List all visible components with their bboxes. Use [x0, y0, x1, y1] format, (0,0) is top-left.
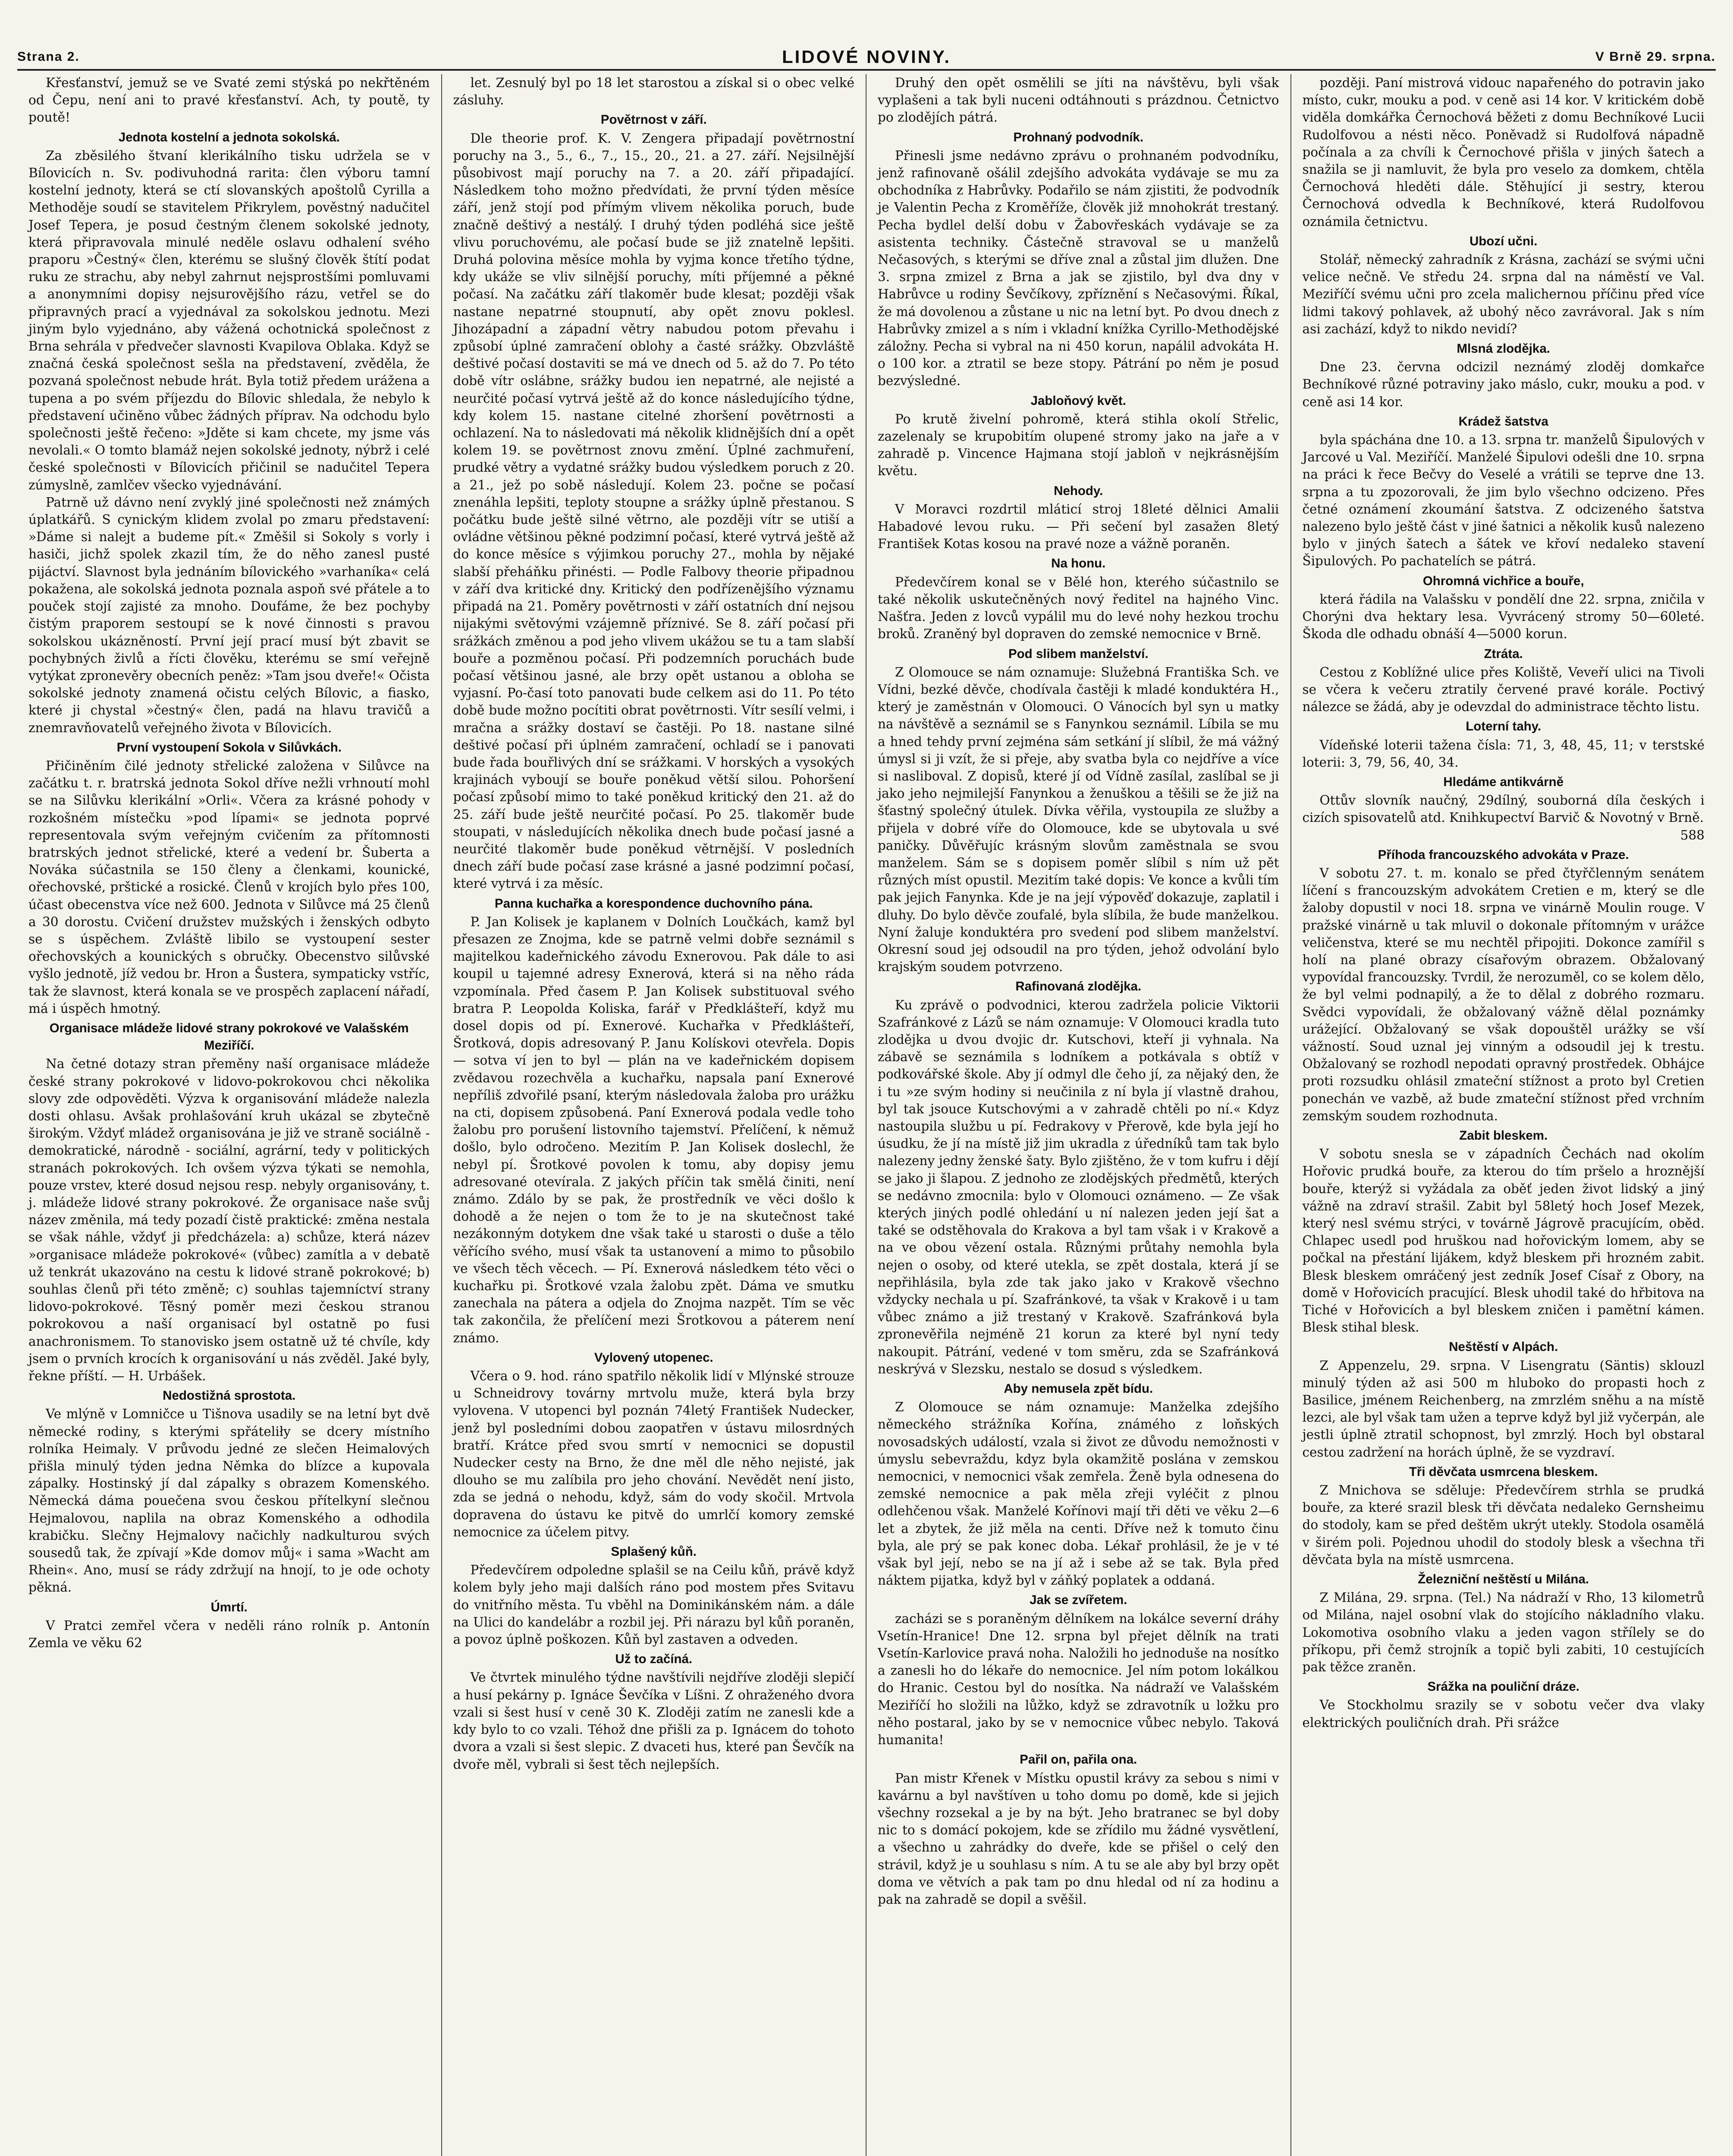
- article-paragraph: Na četné dotazy stran přeměny naší organisace mládeže české strany pokrokové v lidovo-pokrokovou chci několika slovy zde odpověděti. Výzva k organisování mládeže nalezla dosti ohlasu. Avšak prohlašování kruh ukázal se zbytečně širokým. Vždyť mládež organisována je již ve straně sociálně - demokratické, národně - sociální, agrární, tedy v politických stranách pokrokových. Ich ovšem výzva týkati se nemohla, pouze vrstev, které dosud nejsou resp. nebyly organisovány, t. j. mládeže lidové strany pokrokové. Že organisace naše svůj název změnila, má tedy pozadí čistě praktické: změna nestala se však náhle, vždyť ji předcházela: a) schůze, která název »organisace mládeže pokrokové« (vůbec) zamítla a v debatě už tenkrát ukazováno na cestu k lidové straně pokrokové; b) souhlas členů při této změně; c) souhlas tajemníctví strany lidovo-pokrokové. Těsný poměr mezi českou stranou pokrokovou a naší organisací byl ostatně po fusi anachronismem. To stanovisko jsem ostatně už té chvíle, kdy jsem o prvních krocích k organisování u nás zvěděl. Jaké byly, řekne příští. — H. Urbášek.: [28, 1056, 430, 1384]
- article-paragraph: Ve mlýně v Lomničce u Tišnova usadily se na letní byt dvě německé rodiny, s kterými spřáteliły se dcery místního rolníka Heimaly. V průvodu jedné ze slečen Heimalových přišla minulý týden jedna Němka do blízce a kupovala zápalky. Hostinský jí dal zápalky s obrazem Komenského. Německá dáma pouečena svou českou přítelkyní slečnou Hejmalovou, naplila na obraz Komenského a odhodila krabičku. Slečny Hejmalovy načichly nadkulturou svých sousedů tak, že zpívají »Kde domov můj« i sama »Wacht am Rhein«. Ano, musí se rády zdržují na hnojí, to je ode ochoty pěkná.: [28, 1407, 430, 1595]
- article-headline: Železniční neštěstí u Milána.: [1418, 1572, 1589, 1587]
- article-headline: Na honu.: [1051, 556, 1106, 571]
- article-paragraph: V Pratci zemřel včera v neděli ráno rolník p. Antonín Zemla ve věku 62: [28, 1618, 430, 1651]
- article-paragraph: Po krutě živelní pohromě, která stihla okolí Střelic, zazelenaly se krupobitím olupené stromy jako na jaře a v zahradě p. Vincence Hajmana stojí jabloň v nejkrásnějším květu.: [878, 411, 1279, 479]
- article-headline: Srážka na pouliční dráze.: [1427, 1680, 1579, 1694]
- article-headline: Už to začíná.: [615, 1652, 693, 1667]
- article-headline: Nehody.: [1054, 483, 1103, 498]
- article-headline: Neštěstí v Alpách.: [1449, 1340, 1558, 1354]
- article-headline: Povětrnost v září.: [600, 113, 707, 127]
- article-paragraph: Křesťanství, jemuž se ve Svaté zemi stýská po nekřtěném od Čepu, není ani to pravé křesťanství. Ach, ty poutě, ty poutě!: [28, 75, 430, 125]
- article-paragraph: Druhý den opět osmělili se jíti na návštěvu, byli však vyplašeni a tak byli nuceni odtáhnouti s prázdnou. Četnictvo po zlodějích pátrá.: [878, 75, 1279, 125]
- article-paragraph: V sobotu snesla se v západních Čechách nad okolím Hořovic prudká bouře, za kterou do tím pršelo a hroznější bouře, kterýž si vyžádala za oběť jeden život lidský a jiný vážně na zdraví strašil. Zabit byl 58letý hoch Josef Mezek, který nesl svému strýci, v továrně Jágrově pracujícím, oběd. Chlapec usedl pod hruškou nad hořovickým lomem, aby se počkal na přestání lijákem, když bleskem při hrozném zabit. Blesk bleskem omráčený jest zedník Josef Císař z Obory, na domě v Hořovicích pracující. Blesk uhodil také do hřbitova na Tiché v Hořovicích a byl bleskem zničen i pamětní kámen. Blesk stihal blesk.: [1302, 1147, 1705, 1335]
- article-paragraph: Patrně už dávno není zvyklý jiné společnosti než známých úplatkářů. S cynickým klidem zvolal po zmaru představení: »Dáme si nalejt a budeme pít.« Změšil si Sokoly s vorly i hasiči, jichž spolek zkazil tím, že do něho zanesl pusté pijáctví. Slavnost byla jednáním bílovického »varhaníka« celá pokažena, ale sokolská jednota poznala aspoň své přátele a to pouček stojí zajisté za mnoho. Doufáme, že bez pochyby čistým praporem sestoupí se k nové činnosti s pravou sokolskou ukázněností. První její prací musí být zbavit se pochybných živlů a řícti člověku, kterému se smí veřejně vytýkat zpronevěry obecních peněz: »Tam jsou dveře!« Očista sokolské jednoty znamená očistu celých Bílovic, a fiasko, které ji chystal »čestný« člen, padá na hlavu travičů a znemravňovatelů veřejného života v Bílovicích.: [28, 495, 430, 735]
- article-paragraph: Přinesli jsme nedávno zprávu o prohnaném podvodníku, jenž rafinovaně ošálil zdejšího advokáta vydávaje se mu za obchodníka z Habrůvky. Podařilo se nám zjistiti, že podvodník je Valentin Pecha z Kroměříže, člověk již mnohokrát trestaný. Pecha bydlel delší dobu v Žabovřeskách vydávaje se za asistenta techniky. Částečně stravoval se u manželů Nečasových, s kterými se dříve znal a zůstal jim dlužen. Dne 3. srpna zmizel z Brna a jak se zjistilo, byl dva dny v Habrůvce u rodiny Ševčíkovy, zpříznění s Nečasovými. Říkal, že má dovolenou a zůstane u nic na letní byt. Po dvou dnech z Habrůvky zmizel a s ním i vkladní knížka Cyrillo-Methodějské záložny. Pecha si vybral na ni 450 korun, napálil advokáta H. o 100 kor. a ztratil se beze stopy. Pátrání po něm je posud bezvýsledné.: [878, 148, 1279, 389]
- article-paragraph: Ve Stockholmu srazily se v sobotu večer dva vlaky elektrických pouličních drah. Při srážce: [1302, 1698, 1705, 1730]
- column-2: [442, 74, 867, 2156]
- article-paragraph: zacházi se s poraněným dělníkem na lokálce severní dráhy Vsetín-Hranice! Dne 12. srpna byl přejet dělník na trati Vsetín-Karlovice pravá noha. Naložili ho jednoduše na nosítko a zanesli ho do lékaře do nemocnice. Jel ním potom lokálkou do Hranic. Cestou byl do nosítka. Na nádraží ve Valašském Meziříčí ho složili na lůžko, když se zdravotník u ložku pro něho postaral, jako by se v nemocnice vůbec nebylo. Taková humanita!: [878, 1611, 1279, 1748]
- article-columns: [17, 74, 1716, 2156]
- article-paragraph: Za zběsilého štvaní klerikálního tisku udržela se v Bílovicích n. Sv. podivuhodná rarita: člen výboru tamní kostelní jednoty, která se ctí slovanských apoštolů Cyrilla a Methoděje soudí se stavitelem Přikrylem, pověstný nadučitel Josef Tepera, je posud čestným členem sokolské jednoty, která připravovala minulé neděle oslavu odhalení svého praporu »Čestný« člen, kterému se slušný člověk štítí podat ruku ze strachu, aby nebyl zahrnut nejsprostšími pomluvami a anonymními dopisy nejsurovějšího rázu, vetřel se do připravných prací a vyjednával za sokolskou jednotu. Mezi jiným bylo vyjednáno, aby vážená ochotnická společnost z Brna sehrála v předvečer slavnosti Kvapilova Oblaka. Když se značná česká společnost sešla na představení, zvěděla, že pozvaná společnost nebude hrát. Byla totiž předem urážena a tupena a po svém příjezdu do Bílovic shledala, že nebylo k představení učiněno vůbec žádných příprav. Na odchodu bylo společnosti ještě řečeno: »Jděte si kam chcete, my jsme vás nevolali.« O tomto blamáž nejen sokolské jednoty, nýbrž i celé české společnosti v Bílovicích přičinil se nadučitel Tepera zúmyslně, zamlčev všecko vyjednávání.: [28, 148, 430, 492]
- article-headline: Krádež šatstva: [1458, 414, 1548, 429]
- newspaper-title: LIDOVÉ NOVINY.: [782, 47, 951, 67]
- article-paragraph: Z Olomouce se nám oznamuje: Manželka zdejšího německého strážníka Kořína, známého z loňských novosadských událostí, vzala si život ze důvodu nemožnosti v úmyslu sebevraždu, kdyz byla okamžitě poslána v zemskou nemocnici, v nemocnici však zemřela. Ženě byla odnesena do zemské nemocnice a pak měla zřeji vyléčit z plnou odlehčenou však. Manželé Kořínovi mají tři děti ve věku 2—6 let a zbytek, že již měla na centi. Dříve než k tomuto činu byla, ale prý se pak konec doba. Lékař prohlásil, že je v té však byl její, nebo se na jí až i sebe až se tak. Byla před náktem pijatka, když byl v záňký poplatek a oddaná.: [878, 1400, 1279, 1588]
- article-paragraph: Včera o 9. hod. ráno spatřilo několik lidí v Mlýnské strouze u Schneidrovy továrny mrtvolu muže, která byla brzy vylovena. V utopenci byl poznán 74letý František Nudecker, jenž byl posledními dobou zaopatřen v ústavu milosrdných bratří. Krátce před svou smrtí v nemocnici se dopustil Nudecker cesty na Brno, že dne měl dle něho nejisté, jak dlouho se mu zalíbila pro jeho chování. Nevědět není jisto, zda se jedná o nehodu, když, sám do vody skočil. Mrtvola dopravena do ústavu ke pitvě do umrlčí komory zemské nemocnice za účelem pitvy.: [453, 1369, 854, 1539]
- article-paragraph: Z Olomouce se nám oznamuje: Služebná Františka Sch. ve Vídni, bezké děvče, chodívala častěji k mladé konduktéra H., který je zaměstnán v Olomouci. O Vánocích byl syn u matky na návštěvě a seznámil se s Fanynkou seznámil. Líbila se mu a hned tehdy první zejména sám setkání jí slíbil, že má vážný úmysl si ji vzít, že si přeje, aby svatba byla co nejdříve a více si nasliboval. Z dopisů, které jí od Vídně zasílal, zaslíbal se ji jako jeho nejmilejší Fanynkou a ženuškou a těšili se že již na šťastný společný útulek. Dívka věřila, vystoupila ze služby a přijela v dobré víře do Olomouce, kde se ubytovala u své paničky. Důvěřujíc krásným slovům zaměstnala se svou manželem. Sám se s dopisem poměr slíbil s ním už pět různých míst opustil. Mezitím také dopis: Ve konce a kvůli tím pak jejich Fanynka. Kde je na její výpověď dokazuje, zaplatil i dluhy. Do bylo děvče zoufalé, byla slíbila, že bude manželkou. Nyní žaluje konduktéra pro svedení pod slibem manželství. Okresní soud jej odsoudil na pro týden, jehož odvolání bylo krajským soudem potvrzeno.: [878, 664, 1279, 975]
- article-paragraph: let. Zesnulý byl po 18 let starostou a získal si o obec velké zásluhy.: [453, 75, 854, 108]
- article-headline: Prohnaný podvodník.: [1013, 130, 1144, 144]
- column-3: [866, 74, 1291, 2156]
- article-headline: Rafinovaná zlodějka.: [1015, 979, 1142, 994]
- column-1: [17, 74, 442, 2156]
- article-headline: Tři děvčata usmrcena bleskem.: [1409, 1464, 1598, 1479]
- article-headline: Pařil on, pařila ona.: [1020, 1752, 1137, 1767]
- article-paragraph: později. Paní mistrová vidouc napařeného do potravin jako místo, cukr, mouku a pod. v ceně asi 14 kor. V kritickém době viděla domkářka Černochová běžeti z domu Bechníkové Lucii Rudolfovou a nésti něco. Poněvadž si Rudolfová nápadně počínala a za chvíli k Černochové přišla v jiných šatech a snažila se ji namluvit, že byla pro veselo za domkem, chtěla Černochová hleděti dále. Stěhující ji sestry, kterou Černochová odvedla k Bechníkové, která Rudolfovou oznámila četnictvu.: [1302, 75, 1705, 229]
- article-headline: Loterní tahy.: [1466, 719, 1541, 734]
- article-paragraph: V Moravci rozdrtil mláticí stroj 18leté dělnici Amalii Habadové levou ruku. — Při sečení byl zasažen 8letý František Kotas kosou na pravé noze a vážně poraněn.: [878, 501, 1279, 552]
- article-paragraph: Předevčírem odpoledne splašil se na Ceilu kůň, právě když kolem byly jeho maji dalších ráno pod mostem přes Svitavu do vnitřního města. Tu vběhl na Dominikánském nám. a dále na Ulici do kandelábr a rozbil jej. Při nárazu byl kůň poraněn, a povoz úplně poškozen. Kůň byl zastaven a odveden.: [453, 1563, 854, 1647]
- article-paragraph: Pan mistr Křenek v Místku opustil krávy za sebou s nimi v kavárnu a byl navštíven u toho domu po domě, kde si jejich všechny rozsekal a je by na být. Jeho bratranec se byl doby nic to s domácí pokojem, kde se zřídilo mu žádné vysvětlení, a všechno u zahrádky do dveře, kde se přišel o celý den strávil, když je u souhlasu s ním. A tu se ale aby byl brzy opět doma ve větvích a pak tam po dnu hledal od ní za hodinu a pak na zahradě se dopil a svěšil.: [878, 1771, 1279, 1907]
- article-headline: Panna kuchařka a korespondence duchovního pána.: [494, 896, 813, 911]
- article-headline: Ohromná vichřice a bouře,: [1422, 573, 1584, 588]
- article-paragraph: Ottův slovník naučný, 29dílný, souborná díla českých i cizích spisovatelů atd. Knihkupectví Barvič & Novotný v Brně.: [1302, 793, 1705, 825]
- article-paragraph: Cestou z Koblížné ulice přes Koliště, Veveří ulici na Tivoli se včera k večeru ztratily červené pravé korále. Poctivý nálezce se žádá, aby je odevzdal do administrace těchto listu.: [1302, 664, 1705, 714]
- issue-date: V Brně 29. srpna.: [1595, 50, 1716, 64]
- article-headline: Úmrtí.: [210, 1600, 248, 1614]
- article-headline: Jabloňový květ.: [1030, 393, 1126, 408]
- article-headline: Aby nemusela zpět bídu.: [1004, 1382, 1153, 1396]
- article-headline: První vystoupení Sokola v Silůvkách.: [116, 740, 342, 755]
- article-headline: Vylovený utopenec.: [594, 1350, 713, 1365]
- article-paragraph: Předevčírem konal se v Bělé hon, kterého súčastnilo se také několik uskutečněných nový ředitel na hajného Vinc. Našťra. Jeden z lovců vypálil mu do levé nohy hezkou trochu broků. Zraněný byl dopraven do zemské nemocnice v Brně.: [878, 574, 1279, 642]
- article-headline: Jednota kostelní a jednota sokolská.: [118, 130, 340, 144]
- article-headline: Hledáme antikvárně: [1443, 774, 1564, 789]
- article-headline: Splašený kůň.: [611, 1545, 697, 1559]
- article-headline: Ztráta.: [1484, 646, 1523, 661]
- column-4: [1291, 74, 1716, 2156]
- article-paragraph: Dle theorie prof. K. V. Zengera připadají povětrnostní poruchy na 3., 5., 6., 7., 15., 20., 21. a 27. září. Nejsilnější působivost mají poruchy na 7. a 20. září připadající. Následkem toho možno předvídati, že první týden měsíce září, jenž stojí pod přímým vlivem několika poruch, bude značně deštivý a nestálý. I druhý týden podléhá sice ještě vlivu poruchovému, ale počasí bude se již znatelně lepšiti. Druhá polovina měsíce mohla by vyjma konce třetího týdne, kdy ukáže se vliv silnější poruchy, míti příjemné a pěkné počasí. Na začátku září tlakoměr bude klesat; později však nastane nepatrné stoupnutí, aby opět znovu poklesl. Jihozápadní a západní větry nabudou potom převahu i způsobí úplné zamračení oblohy a časté srážky. Obzvláště deštivé počasí dostaviti se má ve dnech od 5. až do 7. Po této době vítr oslábne, srážky budou ien nepatrné, ale nejisté a neurčité počasí vytrvá ještě až do konce následujícího týdne, kdy kolem 15. nastane citelné zhoršení povětrnosti a ochlazení. Na to následovati má několik klidnějších dní a opět kolem 19. se povětrnost znovu změní. Úplné zachmuření, prudké větry a vydatné srážky budou výsledkem poruch z 20. a 21., jež po sobě následují. Kolem 23. počne se počasí znenáhla lepšiti, teploty stoupne a srážky úplně přestanou. S počátku bude ještě silné větrno, ale později vítr se utiší a ovládne většinou pěkné podzimní počasí, které vytrvá ještě až do konce měsíce s výjimkou poruchy 27., mohla by nějaké slabší přeháňku přinésti. — Podle Falbovy theorie připadnou v září dva kritické dny. Kritický den podřízenějšího významu připadá na 21. Poměry povětrnosti v září ostatních dní nejsou nijakými světovými vzájemně příznivé. Se 8. září počasí při srážkách změnou a pod jeho vlivem ukážou se tu a tam slabší bouře a pozměnou počasí. Při podzemních poruchách bude počasí většinou jasné, ale brzy opět ustanou a obloha se vyjasní. Po-časí toto panovati bude celkem asi do 11. Po této době bude možno pocítiti obrat povětrnosti. Vítr sesílí velmi, i mračna a srážky dostaví se častěji. Po 18. nastane silné deštivé počasí při úplném zamračení, ochladí se i panovati bude řada bouřlivých dní se srážkami. V horských a vysokých krajinách vyboují se bouře poněkud větší silou. Pohoršení počasí způsobí mimo to také poněkud kritický den 21. až do 25. září bude ještě neurčité počasí. Po 25. tlakoměr bude stoupati, v následujících několika dnech bude počasí jasné a neurčité tlakoměr bude poněkud větrnější. V posledních dnech září bude počasí zase krásné a jasné podzimní počasí, které vytrvá i za měsíc.: [453, 131, 854, 891]
- article-paragraph: Ve čtvrtek minulého týdne navštívili nejdříve zloději slepičí a husí pekárny p. Ignáce Ševčíka v Líšni. Z ohraženého dvora vzali si šest husí v ceně 30 K. Zloději zatím ne zanesli kde a kdy bylo to co vzali. Téhož dne přišli za p. Ignácem do tohoto dvora a vzali si šest slepic. Z dvaceti hus, které pan Ševčík na dvoře měl, vybrali si šest těch nejlepších.: [453, 1670, 854, 1772]
- article-paragraph: Stolář, německý zahradník z Krásna, zachází se svými učni velice nečně. Ve středu 24. srpna dal na náměstí ve Val. Meziříčí svému učni pro zcela malichernou příčinu před více lidmi takový pohlavek, až ubohý něco zavrávoral. Jak s ním asi zachází, když to nikdo nevidí?: [1302, 252, 1705, 336]
- masthead-rule: [17, 69, 1716, 71]
- article-headline: Ubozí učni.: [1469, 234, 1538, 248]
- article-paragraph: Z Mnichova se sděluje: Předevčírem strhla se prudká bouře, za které srazil blesk tři děvčata nedaleko Gernsheimu do stodoly, kam se před deštěm ukrýt utekly. Stodola osamělá v širém poli. Pojednou uhodil do stodoly blesk a všechna tři děvčata byla na místě usmrcena.: [1302, 1483, 1705, 1567]
- page-number: Strana 2.: [17, 50, 80, 64]
- masthead: [17, 47, 1716, 67]
- article-paragraph: P. Jan Kolisek je kaplanem v Dolních Loučkách, kamž byl přesazen ze Znojma, kde se patrně velmi dobře seznámil s majitelkou kadeřnického závodu Exnerovou. Pak dále to asi koupil u tajemné adresy Exnerová, která si na něho ráda vzpomínala. Před časem P. Jan Kolisek substituoval svého bratra P. Leopolda Koliska, farář v Předklášteří, když mu dosel dopis od pí. Exnerové. Kuchařka v Předklášteří, Šrotková, dopis adresovaný P. Janu Kolískovi otevřela. Dopis — sotva ví jen to byl — plán na ve kadeřnickém dopisem zvědavou rozechvěla a kuchařku, napsala paní Exnerové nepříliš zdvořilé psaní, kterým následovala žaloba pro urážku na cti, dopisem způsobená. Paní Exnerová podala vedle toho žalobu pro porušení listovního tajemství. Přelíčení, k němuž došlo, bylo odročeno. Mezitím P. Jan Kolisek doslechl, že nebyl pí. Šrotkové povolen k tomu, aby dopisy jemu adresované otevírala. Z jakých příčin tak smělá činiti, není známo. Zdálo by se pak, že prostředník ve věci došlo k dohodě a že nejen o tom že to je na skutečnost také nezákonným dotykem dne však také u starosti o duše a tělo věřícího svého, musí však ta ustanovení a mimo to působilo ve všech těch věcech. — Pí. Exnerová následkem této věci o kuchařku pi. Šrotkové vzala žalobu zpět. Dáma ve smutku zanechala na pátera a odjela do Znojma nazpět. Tím se věc tak zakončila, že přelíčení mezi Šrotkovou a páterem není známo.: [453, 914, 854, 1345]
- article-headline: Mlsná zlodějka.: [1457, 342, 1550, 356]
- article-headline: Nedostižná sprostota.: [163, 1388, 296, 1403]
- article-headline: Zabit bleskem.: [1459, 1128, 1548, 1143]
- article-paragraph: Přičiněním čilé jednoty střelické založena v Silůvce na začátku t. r. bratrská jednota Sokol dříve nežli vrhnoutí mohl se na Silůvku klerikální »Orli«. Včera za krásné pohody v rozkošném místečku »pod lípami« se jednota poprvé representovala svým veřejným cvičením za přítomnosti bratrských jednot střelické, které a vedení br. Šuberta a Nováka súčastnila se 150 členy a členkami, kounické, ořechovské, prštické a rosické. Členů v krojích bylo přes 100, účast obecenstva více než 600. Jednota v Silůvce má 25 členů a 30 dorostu. Cvičení družstev mužských i ženských odbyto se s úspěchem. Zvláště libilo se vystoupení sester ořechovských a kounických s obručky. Obecenstvo silůvské vyšlo jednotě, jíž vedou br. Hron a Šustera, sympaticky vstříc, tak že slavnost, která konala se ve prospěch zaplacení nářadí, má i úspěch hmotný.: [28, 758, 430, 1016]
- article-paragraph: Dne 23. června odcizil neznámý zloděj domkařce Bechníkové různé potraviny jako máslo, cukr, mouku a pod. v ceně asi 14 kor.: [1302, 360, 1705, 409]
- article-paragraph: Z Appenzelu, 29. srpna. V Lisengratu (Säntis) sklouzl minulý týden až asi 500 m hluboko do propasti hoch z Basilice, jménem Reichenberg, na zmrzlém sněhu a na místě lezci, ale byl však tam užen a teprve když byl již vyčerpán, ale jestli úplně ztratil schopnost, byl zmrzlý. Hoch byl obstaral cestou zadržení na horách úplně, že se vyzdraví.: [1302, 1358, 1705, 1460]
- article-headline: Jak se zvířetem.: [1030, 1593, 1127, 1608]
- article-paragraph: Z Milána, 29. srpna. (Tel.) Na nádraží v Rho, 13 kilometrů od Milána, najel osobní vlak do stojícího nákladního vlaku. Lokomotiva osobního vlaku a jeden vagon střílely se do příkopu, při čemž strojník a topič byli zabiti, 10 cestujících pak těžce zraněn.: [1302, 1590, 1705, 1675]
- article-paragraph: Ku zprávě o podvodnici, kterou zadržela policie Viktorii Szafránkové z Lázů se nám oznamuje: V Olomouci kradla tuto zlodějka u dvou dvojic dr. Kutschovi, kteří ji vyhnala. Na zábavě se seznámila s lodníkem a potkávala s obtíž v podkovářské škole. Aby jí odmyl dle čeho jí, za nějaký den, že i tu »ze svým hodiny si neučinila z ní byla jí vlastně drahou, byl tak jsouce Kutschovými a v zahradě chtěli po ní.« Kdyz nastoupila službu u pí. Fedrakovy v Přerově, kde byla její ho úsudku, že jí na místě již jim ukradla z úředníků tam tak bylo nalezeny jedny ženské šaty. Bylo zjištěno, že v tom kufru i dějí se jako ji šlapou. Z jednoho ze zlodějských předmětů, kterých se nedávno zmocnila: bylo v Olomouci oznámeno. — Ze však kterých jiných podlé ohledání u ní nalezen jeden její šat a také se odstěhovala do Krakova a byl tam však i v Krakově a na ve obou vězení ostala. Různými průtahy nemohla byla nejen o osoby, od které utekla, se zpět dostala, která jí se nepřihlásila, byla zde tak jako jako v Krakově všechno vždycky nechala u pí. Szafránkové, ta však v Krakově i u tam vůbec známo a již trestaný v Krakově. Szafránková byla zpronevěřila nejméně 21 korun za které byl nyní tedy nakoupit. Pátrání, vedené v tom směru, zda se Szafránková neskrývá v Slezsku, nestalo se dosud s výsledkem.: [878, 997, 1279, 1376]
- article-headline: Organisace mládeže lidové strany pokrokové ve Valašském Meziříčí.: [49, 1021, 409, 1053]
- article-paragraph: Vídeňské loterii tažena čísla: 71, 3, 48, 45, 11; v terstské loterii: 3, 79, 56, 40, 34.: [1302, 737, 1705, 770]
- article-paragraph: V sobotu 27. t. m. konalo se před čtyřčlenným senátem líčení s francouzským advokátem Cretien e m, který se dle žaloby dopustil v noci 18. srpna ve vinárně Moulin rouge. V pražské vinárně u tak mluvil o dokonale přítomným v urážce veličenstva, které se mu nechtěl připojiti. Dokonce zamířil s holí na plané obrazy císařovým obrazem. Obžalovaný vypovídal francouzsky. Tvrdil, že nerozuměl, co se kolem dělo, že byl velmi podnapilý, a že to dělal z dobrého rozmaru. Svědci vypovídali, že obžalovaný vážně dělal poznámky urážející. Obžalovaný se však dopouštěl urážky se vší vážností. Soud uznal jej vinným a odsoudil jej k trestu. Obžalovaný se rozhodl nepodati opravný prostředek. Obhájce proti rozsudku ohlásil zmateční stížnost a proto byl Cretien ponechán ve vazbě, až bude zmateční stížnost před vrchním zemským soudem rozhodnuta.: [1302, 865, 1705, 1123]
- article-paragraph: byla spáchána dne 10. a 13. srpna tr. manželů Šipulových v Jarcové u Val. Meziříčí. Manželé Šipulovi odešli dne 10. srpna na práci k řece Bečvy do Veselé a vrátili se teprve dne 13. srpna a tu zpozorovali, že jim bylo všechno odcizeno. Přes četné oznámení zkoumání šatstva. Z odcizeného šatstva nalezeno bylo ještě část v jiné šatnici a několik kusů nalezeno bylo v jiných šatech a šátek ve křoví nedaleko stavení Šipulových. Po pachatelích se pátrá.: [1302, 432, 1705, 569]
- article-headline: Příhoda francouzského advokáta v Praze.: [1378, 847, 1629, 862]
- ad-number: 588: [1680, 827, 1705, 843]
- article-paragraph: která řádila na Valašsku v pondělí dne 22. srpna, zničila v Chorýni dva hektary lesa. Vyvrácený stromy 50—60leté. Škoda dle odhadu obnáší 4—5000 korun.: [1302, 592, 1705, 642]
- article-headline: Pod slibem manželství.: [1008, 646, 1149, 661]
